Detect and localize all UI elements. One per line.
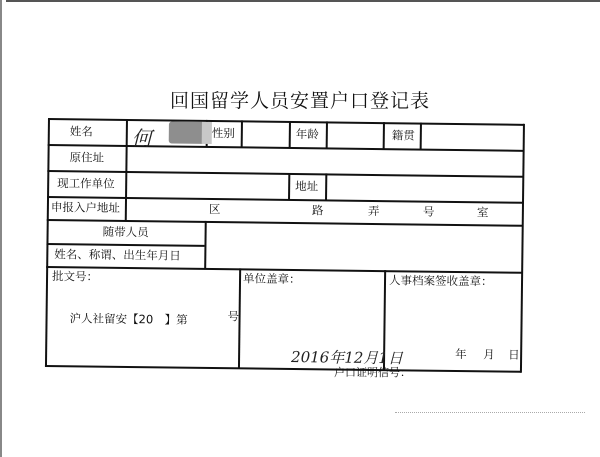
form-line: [48, 118, 524, 125]
name-label: 姓名: [69, 124, 93, 139]
form-line: [420, 123, 422, 150]
redaction-block: [169, 121, 205, 143]
form-line: [45, 365, 521, 372]
name-handwritten: 何: [131, 126, 152, 151]
doc-number-text: 沪人社留安【20 】第: [69, 311, 188, 327]
form-line: [288, 173, 290, 200]
doc-number-label: 批文号：: [51, 269, 99, 284]
doc-number-suffix: 号: [227, 309, 240, 324]
archive-month-label: 月: [483, 347, 495, 362]
origin-label: 籍贯: [391, 128, 415, 143]
lane-label: 弄: [367, 203, 380, 219]
prev-address-label: 原住址: [69, 150, 105, 165]
road-label: 路: [311, 203, 324, 218]
form-line: [48, 144, 524, 151]
hukou-address-label: 申报入户地址: [50, 200, 120, 215]
address-label: 地址: [295, 179, 319, 194]
scan-dots: [395, 412, 585, 417]
form-line: [520, 124, 525, 373]
archive-year-label: 年: [455, 346, 467, 362]
archive-seal-label: 人事档案签收盖章：: [388, 273, 493, 289]
number-label: 号: [422, 204, 435, 219]
district-label: 区: [208, 201, 221, 217]
scan-edge: [6, 0, 600, 2]
room-label: 室: [476, 205, 489, 220]
unit-date-handwritten: 2016年12月1日: [290, 347, 404, 368]
archive-day-label: 日: [508, 347, 520, 362]
form-line: [326, 121, 328, 148]
form-line: [289, 121, 291, 148]
form-line: [125, 119, 128, 220]
age-label: 年龄: [295, 127, 319, 142]
accompany-sub-label: 姓名、称谓、出生年月日: [54, 247, 181, 263]
scan-edge: [0, 0, 2, 457]
form-line: [241, 120, 243, 147]
registration-form: [45, 118, 524, 373]
redaction-block: [202, 122, 212, 144]
form-line: [46, 243, 204, 246]
work-unit-label: 现工作单位: [57, 176, 115, 191]
form-line: [47, 170, 523, 177]
page-title: 回国留学人员安置户口登记表: [169, 90, 430, 112]
form-line: [325, 173, 327, 200]
form-line: [204, 221, 206, 269]
unit-seal-label: 单位盖章：: [242, 271, 301, 287]
accompany-label: 随带人员: [102, 224, 149, 240]
hukou-cert-label: 户口证明信号：: [334, 366, 411, 379]
form-line: [383, 122, 385, 149]
gender-label: 性别: [211, 126, 235, 141]
